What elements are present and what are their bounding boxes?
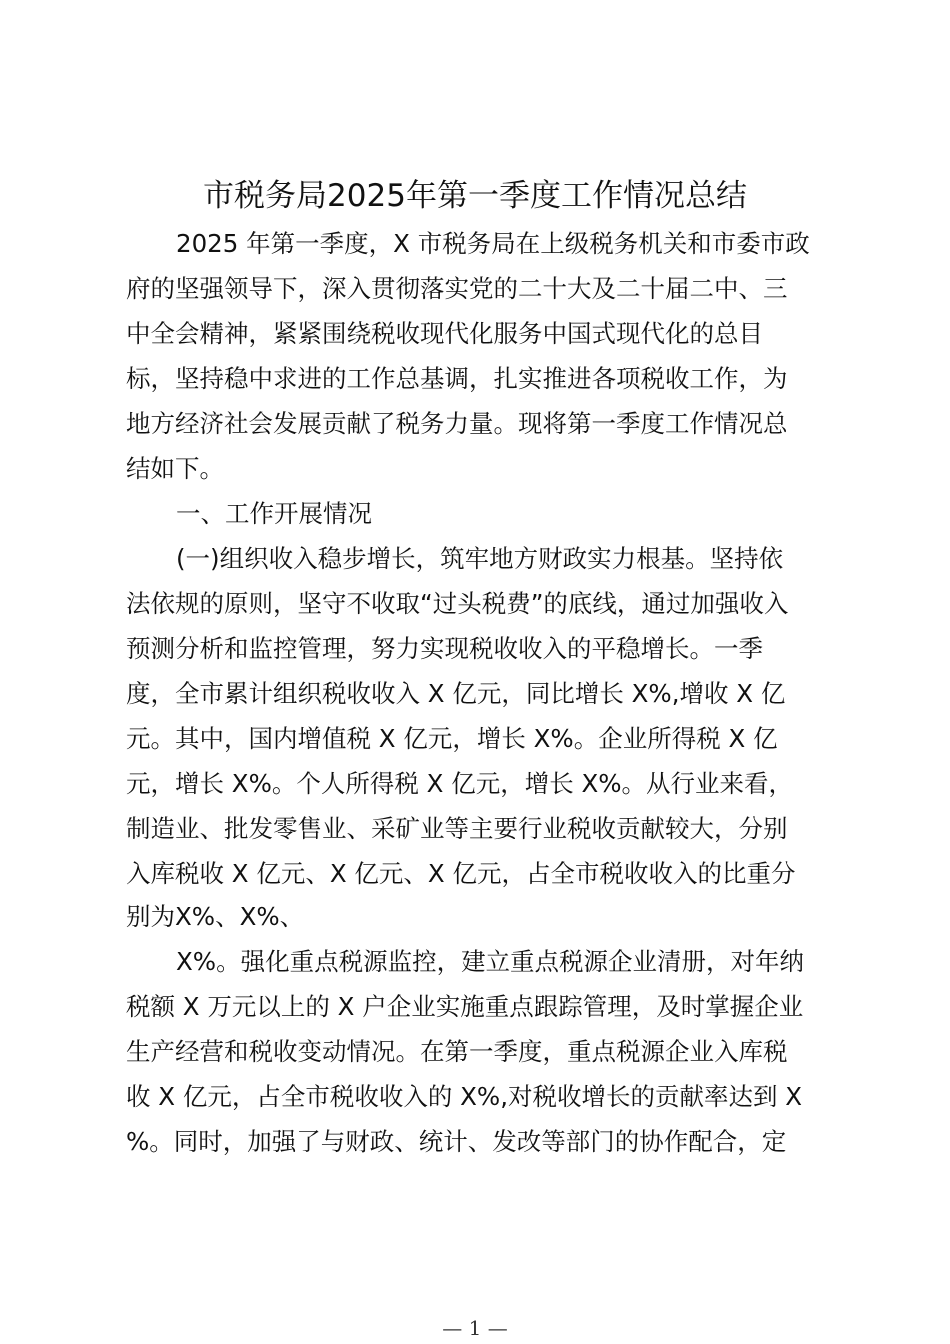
paragraph-line: 度，全市累计组织税收收入 X 亿元，同比增长 X%,增收 X 亿 — [126, 679, 786, 708]
paragraph-line: 生产经营和税收变动情况。在第一季度，重点税源企业入库税 — [126, 1037, 788, 1066]
paragraph-line: 府的坚强领导下，深入贯彻落实党的二十大及二十届二中、三 — [126, 274, 788, 303]
paragraph-line: 收 X 亿元，占全市税收收入的 X%,对税收增长的贡献率达到 X — [126, 1082, 803, 1111]
paragraph-line: (一)组织收入稳步增长，筑牢地方财政实力根基。坚持依 — [176, 544, 784, 573]
paragraph-line: %。同时，加强了与财政、统计、发改等部门的协作配合，定 — [126, 1127, 787, 1156]
paragraph-line: 法依规的原则，坚守不收取“过头税费”的底线，通过加强收入 — [126, 589, 789, 618]
paragraph-line: 预测分析和监控管理，努力实现税收收入的平稳增长。一季 — [126, 634, 763, 663]
paragraph-line: 税额 X 万元以上的 X 户企业实施重点跟踪管理，及时掌握企业 — [126, 992, 804, 1021]
paragraph-line: 结如下。 — [126, 454, 224, 483]
paragraph-line: 别为X%、X%、 — [126, 902, 305, 931]
paragraph-line: 元，增长 X%。个人所得税 X 亿元，增长 X%。从行业来看， — [126, 769, 794, 798]
paragraph-line: 中全会精神，紧紧围绕税收现代化服务中国式现代化的总目 — [126, 319, 763, 348]
page-number: — 1 — — [442, 1316, 508, 1340]
paragraph-line: 元。其中，国内增值税 X 亿元，增长 X%。企业所得税 X 亿 — [126, 724, 778, 753]
paragraph-line: 入库税收 X 亿元、X 亿元、X 亿元，占全市税收收入的比重分 — [126, 859, 796, 888]
document-title: 市税务局2025年第一季度工作情况总结 — [203, 178, 747, 214]
paragraph-line: X%。强化重点税源监控，建立重点税源企业清册，对年纳 — [176, 947, 805, 976]
paragraph-line: 制造业、批发零售业、采矿业等主要行业税收贡献较大，分别 — [126, 814, 788, 843]
section-heading: 一、工作开展情况 — [176, 499, 372, 528]
paragraph-line: 2025 年第一季度，X 市税务局在上级税务机关和市委市政 — [176, 229, 810, 258]
paragraph-line: 地方经济社会发展贡献了税务力量。现将第一季度工作情况总 — [126, 409, 788, 438]
paragraph-line: 标，坚持稳中求进的工作总基调，扎实推进各项税收工作，为 — [126, 364, 788, 393]
